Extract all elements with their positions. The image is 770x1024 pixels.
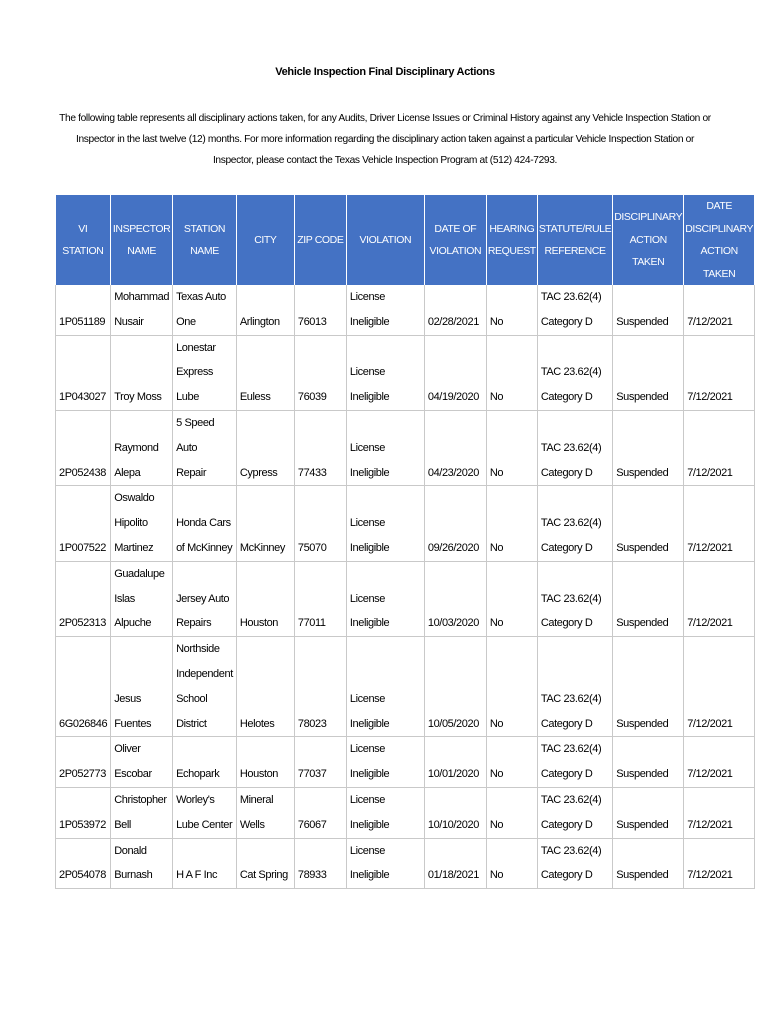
- cell-inspector-name: Oswaldo Hipolito Martinez: [111, 486, 173, 561]
- cell-vi-station: 1P053972: [56, 787, 111, 838]
- cell-disciplinary-action-taken: Suspended: [613, 285, 684, 335]
- cell-station-name: Worley's Lube Center: [173, 787, 237, 838]
- cell-disciplinary-action-taken: Suspended: [613, 838, 684, 889]
- cell-inspector-name: Mohammad Nusair: [111, 285, 173, 335]
- cell-station-name: Lonestar Express Lube: [173, 335, 237, 410]
- cell-statute-rule-reference: TAC 23.62(4) Category D: [537, 637, 612, 737]
- cell-date-of-violation: 04/23/2020: [424, 410, 486, 485]
- cell-statute-rule-reference: TAC 23.62(4) Category D: [537, 737, 612, 788]
- cell-date-of-violation: 04/19/2020: [424, 335, 486, 410]
- cell-city: Cypress: [236, 410, 294, 485]
- cell-disciplinary-action-taken: Suspended: [613, 486, 684, 561]
- cell-date-of-violation: 10/10/2020: [424, 787, 486, 838]
- cell-zip-code: 78933: [294, 838, 346, 889]
- col-header-inspector-name: INSPECTOR NAME: [111, 195, 173, 285]
- col-header-disciplinary-action-taken: DISCIPLINARY ACTION TAKEN: [613, 195, 684, 285]
- cell-hearing-request: No: [486, 486, 537, 561]
- intro-paragraph: The following table represents all disciplinary actions taken, for any Audits, Driver License Issues or Criminal History against any Vehicle Inspection Station or Inspector in the last twelve (12) months. For more information regarding the disciplinary action taken against a particular Vehicle Inspection Station or Inspector, please contact the Texas Vehicle Inspection Program at (512) 424-7293.: [59, 113, 711, 166]
- cell-station-name: Northside Independent School District: [173, 637, 237, 737]
- cell-date-disciplinary-action-taken: 7/12/2021: [684, 561, 754, 636]
- cell-violation: License Ineligible: [346, 787, 424, 838]
- cell-city: Arlington: [236, 285, 294, 335]
- cell-date-of-violation: 02/28/2021: [424, 285, 486, 335]
- table-row: [56, 737, 755, 788]
- cell-hearing-request: No: [486, 285, 537, 335]
- col-header-zip-code: ZIP CODE: [294, 195, 346, 285]
- cell-vi-station: 2P054078: [56, 838, 111, 889]
- cell-city: Euless: [236, 335, 294, 410]
- cell-date-disciplinary-action-taken: 7/12/2021: [684, 285, 754, 335]
- cell-station-name: H A F Inc: [173, 838, 237, 889]
- cell-zip-code: 77433: [294, 410, 346, 485]
- cell-disciplinary-action-taken: Suspended: [613, 335, 684, 410]
- cell-hearing-request: No: [486, 787, 537, 838]
- col-header-date-disciplinary-action-taken: DATE DISCIPLINARY ACTION TAKEN: [684, 195, 754, 285]
- table-row: [56, 787, 755, 838]
- cell-violation: License Ineligible: [346, 561, 424, 636]
- cell-inspector-name: Jesus Fuentes: [111, 637, 173, 737]
- col-header-violation: VIOLATION: [346, 195, 424, 285]
- cell-hearing-request: No: [486, 410, 537, 485]
- cell-violation: License Ineligible: [346, 486, 424, 561]
- cell-statute-rule-reference: TAC 23.62(4) Category D: [537, 561, 612, 636]
- cell-date-disciplinary-action-taken: 7/12/2021: [684, 486, 754, 561]
- cell-vi-station: 2P052773: [56, 737, 111, 788]
- cell-city: Cat Spring: [236, 838, 294, 889]
- cell-station-name: Honda Cars of McKinney: [173, 486, 237, 561]
- cell-inspector-name: Christopher Bell: [111, 787, 173, 838]
- cell-station-name: Texas Auto One: [173, 285, 237, 335]
- cell-vi-station: 1P007522: [56, 486, 111, 561]
- cell-hearing-request: No: [486, 561, 537, 636]
- cell-statute-rule-reference: TAC 23.62(4) Category D: [537, 486, 612, 561]
- cell-date-of-violation: 10/05/2020: [424, 637, 486, 737]
- cell-city: McKinney: [236, 486, 294, 561]
- cell-statute-rule-reference: TAC 23.62(4) Category D: [537, 285, 612, 335]
- cell-city: Houston: [236, 737, 294, 788]
- table-row: [56, 335, 755, 410]
- table-row: [56, 486, 755, 561]
- cell-city: Houston: [236, 561, 294, 636]
- col-header-vi-station: VI STATION: [56, 195, 111, 285]
- cell-city: Helotes: [236, 637, 294, 737]
- cell-date-of-violation: 09/26/2020: [424, 486, 486, 561]
- cell-vi-station: 2P052313: [56, 561, 111, 636]
- cell-zip-code: 76039: [294, 335, 346, 410]
- cell-statute-rule-reference: TAC 23.62(4) Category D: [537, 787, 612, 838]
- cell-date-disciplinary-action-taken: 7/12/2021: [684, 637, 754, 737]
- cell-date-disciplinary-action-taken: 7/12/2021: [684, 410, 754, 485]
- cell-date-disciplinary-action-taken: 7/12/2021: [684, 838, 754, 889]
- cell-zip-code: 75070: [294, 486, 346, 561]
- cell-zip-code: 77011: [294, 561, 346, 636]
- col-header-station-name: STATION NAME: [173, 195, 237, 285]
- cell-date-disciplinary-action-taken: 7/12/2021: [684, 787, 754, 838]
- col-header-hearing-request: HEARING REQUEST: [486, 195, 537, 285]
- cell-disciplinary-action-taken: Suspended: [613, 561, 684, 636]
- cell-station-name: Echopark: [173, 737, 237, 788]
- cell-disciplinary-action-taken: Suspended: [613, 787, 684, 838]
- disciplinary-actions-table: [55, 195, 755, 889]
- cell-violation: License Ineligible: [346, 285, 424, 335]
- cell-vi-station: 2P052438: [56, 410, 111, 485]
- cell-station-name: Jersey Auto Repairs: [173, 561, 237, 636]
- cell-date-of-violation: 01/18/2021: [424, 838, 486, 889]
- cell-station-name: 5 Speed Auto Repair: [173, 410, 237, 485]
- col-header-date-of-violation: DATE OF VIOLATION: [424, 195, 486, 285]
- cell-hearing-request: No: [486, 838, 537, 889]
- cell-violation: License Ineligible: [346, 737, 424, 788]
- col-header-statute-rule-reference: STATUTE/RULE REFERENCE: [537, 195, 612, 285]
- cell-inspector-name: Donald Burnash: [111, 838, 173, 889]
- cell-vi-station: 6G026846: [56, 637, 111, 737]
- cell-disciplinary-action-taken: Suspended: [613, 410, 684, 485]
- cell-vi-station: 1P043027: [56, 335, 111, 410]
- cell-zip-code: 76067: [294, 787, 346, 838]
- cell-vi-station: 1P051189: [56, 285, 111, 335]
- table-row: [56, 410, 755, 485]
- cell-date-disciplinary-action-taken: 7/12/2021: [684, 737, 754, 788]
- table-row: [56, 838, 755, 889]
- cell-inspector-name: Oliver Escobar: [111, 737, 173, 788]
- cell-zip-code: 77037: [294, 737, 346, 788]
- cell-violation: License Ineligible: [346, 335, 424, 410]
- cell-inspector-name: Raymond Alepa: [111, 410, 173, 485]
- table-row: [56, 637, 755, 737]
- cell-violation: License Ineligible: [346, 838, 424, 889]
- cell-zip-code: 78023: [294, 637, 346, 737]
- cell-hearing-request: No: [486, 737, 537, 788]
- cell-date-disciplinary-action-taken: 7/12/2021: [684, 335, 754, 410]
- cell-zip-code: 76013: [294, 285, 346, 335]
- cell-hearing-request: No: [486, 637, 537, 737]
- cell-statute-rule-reference: TAC 23.62(4) Category D: [537, 838, 612, 889]
- table-row: [56, 561, 755, 636]
- table-header-row: [56, 195, 755, 285]
- cell-city: Mineral Wells: [236, 787, 294, 838]
- cell-statute-rule-reference: TAC 23.62(4) Category D: [537, 410, 612, 485]
- cell-inspector-name: Guadalupe Islas Alpuche: [111, 561, 173, 636]
- table-row: [56, 285, 755, 335]
- cell-statute-rule-reference: TAC 23.62(4) Category D: [537, 335, 612, 410]
- cell-inspector-name: Troy Moss: [111, 335, 173, 410]
- cell-disciplinary-action-taken: Suspended: [613, 737, 684, 788]
- cell-date-of-violation: 10/01/2020: [424, 737, 486, 788]
- cell-date-of-violation: 10/03/2020: [424, 561, 486, 636]
- page-title: Vehicle Inspection Final Disciplinary Actions: [275, 66, 495, 78]
- cell-hearing-request: No: [486, 335, 537, 410]
- cell-disciplinary-action-taken: Suspended: [613, 637, 684, 737]
- cell-violation: License Ineligible: [346, 637, 424, 737]
- cell-violation: License Ineligible: [346, 410, 424, 485]
- col-header-city: CITY: [236, 195, 294, 285]
